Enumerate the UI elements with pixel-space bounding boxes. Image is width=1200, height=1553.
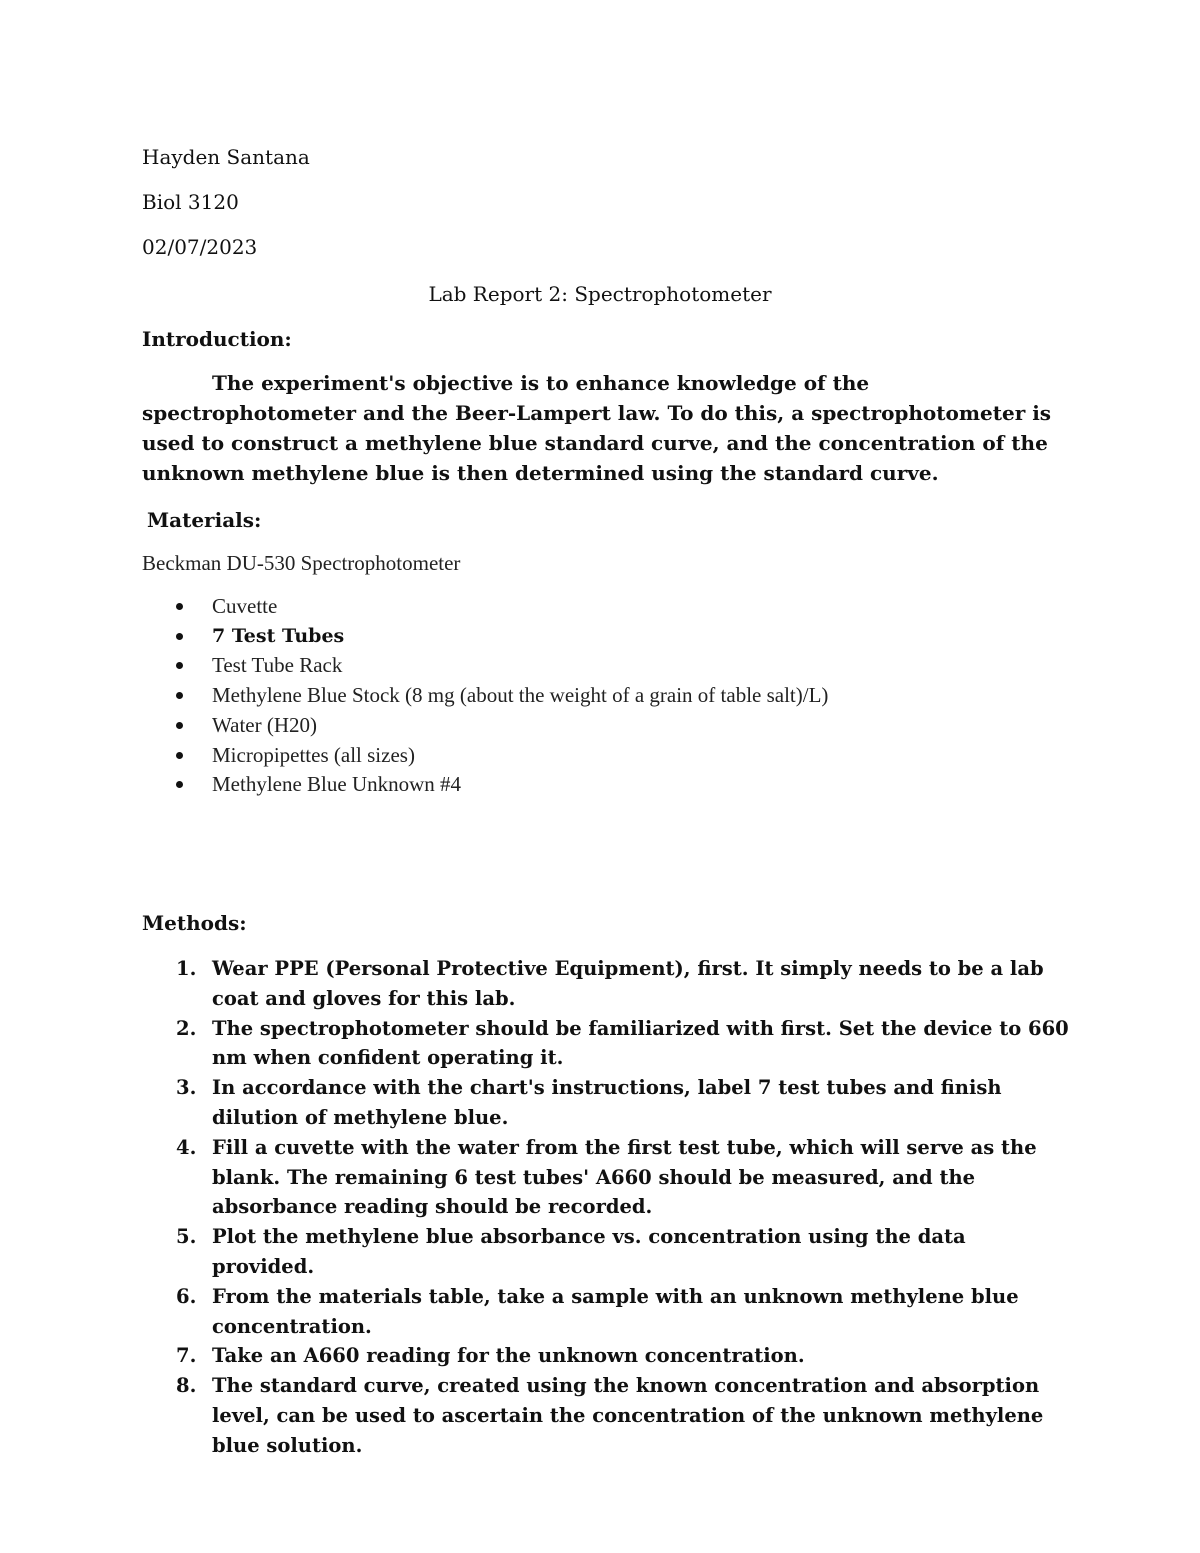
author-name: Hayden Santana [142, 145, 310, 169]
materials-instrument: Beckman DU-530 Spectrophotometer [142, 551, 461, 575]
methods-list [142, 954, 1072, 1461]
report-title: Lab Report 2: Spectrophotometer [428, 282, 772, 306]
method-step: 5. Plot the methylene blue absorbance vs. concentration using the data provided. [176, 1225, 966, 1278]
bullet-icon [176, 781, 183, 788]
list-item: Water (H20) [142, 711, 828, 741]
materials-list [142, 592, 828, 800]
introduction-text: The experiment's objective is to enhance knowledge of the spectrophotometer and the Beer-Lampert law. To do this, a spectrophotometer is used to construct a methylene blue standard curve, and the concentration of the unknown methylene blue is then determined using the standard curve. [142, 371, 1052, 485]
bullet-icon [176, 692, 183, 699]
introduction-paragraph [142, 368, 1052, 488]
list-item: Test Tube Rack [142, 651, 828, 681]
list-item: Cuvette [142, 592, 828, 622]
method-step: 4. Fill a cuvette with the water from the first test tube, which will serve as the blank. The remaining 6 test tubes' A660 should be measured, and the absorbance reading should be recorded. [176, 1135, 1037, 1219]
methods-heading: Methods: [142, 911, 247, 935]
introduction-heading: Introduction: [142, 327, 292, 351]
bullet-icon [176, 633, 183, 640]
report-date: 02/07/2023 [142, 235, 258, 259]
list-item: 7 Test Tubes [142, 622, 828, 652]
list-item: Methylene Blue Unknown #4 [142, 770, 828, 800]
course-code: Biol 3120 [142, 190, 239, 214]
method-step: 6. From the materials table, take a sample with an unknown methylene blue concentration. [176, 1284, 1019, 1338]
bullet-icon [176, 752, 183, 759]
bullet-icon [176, 722, 183, 729]
method-step: 1. Wear PPE (Personal Protective Equipment), first. It simply needs to be a lab coat and gloves for this lab. [176, 957, 1044, 1010]
list-item: Micropipettes (all sizes) [142, 741, 828, 771]
bullet-icon [176, 662, 183, 669]
list-item: Methylene Blue Stock (8 mg (about the weight of a grain of table salt)/L) [142, 681, 828, 711]
method-step: 7. Take an A660 reading for the unknown concentration. [176, 1344, 805, 1368]
method-step: 2. The spectrophotometer should be familiarized with first. Set the device to 660 nm when confident operating it. [176, 1016, 1069, 1070]
bullet-icon [176, 603, 183, 610]
method-step: 3. In accordance with the chart's instructions, label 7 test tubes and finish dilution of methylene blue. [176, 1076, 1002, 1129]
method-step: 8. The standard curve, created using the known concentration and absorption level, can be used to ascertain the concentration of the unknown methylene blue solution. [176, 1374, 1044, 1457]
materials-heading: Materials: [147, 508, 262, 532]
